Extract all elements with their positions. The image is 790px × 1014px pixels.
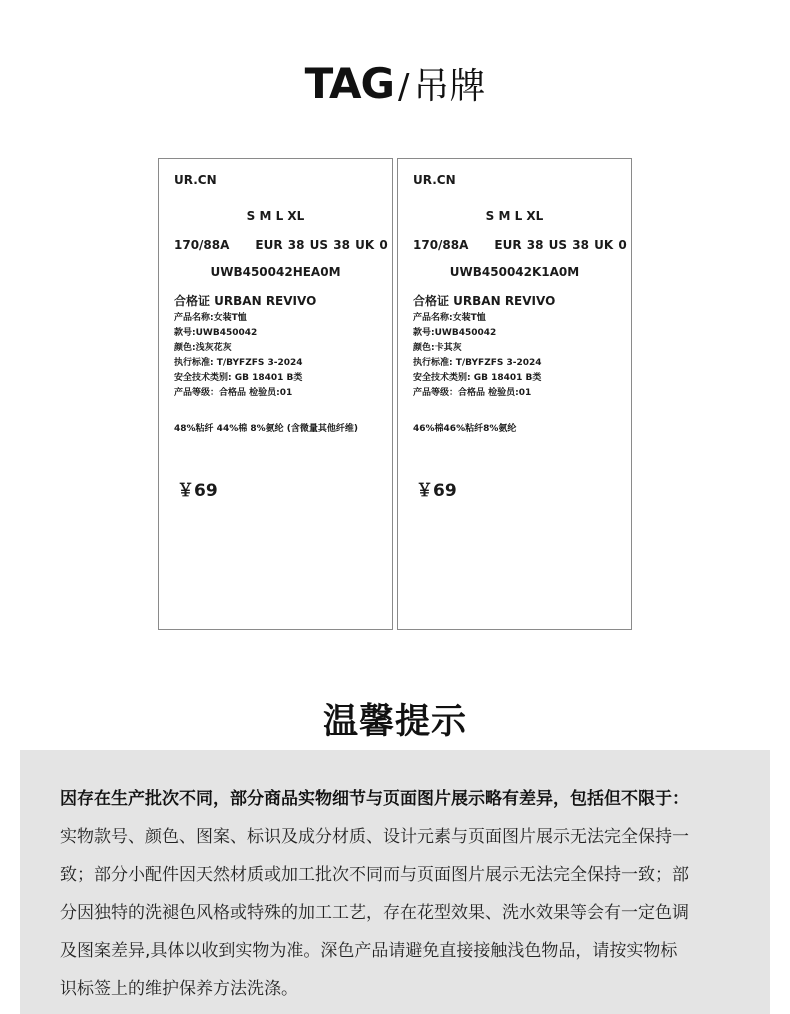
tag-grade: 产品等级：合格品 检验员:01 xyxy=(413,388,532,398)
notice-line: 识标签上的维护保养方法洗涤。 xyxy=(60,979,298,999)
tag-price: ￥69 xyxy=(416,481,457,501)
tag-grade: 产品等级：合格品 检验员:01 xyxy=(174,388,293,398)
notice-title: 温馨提示 xyxy=(322,702,467,742)
tag-brand: UR.CN xyxy=(174,173,217,187)
tag-material: 48%粘纤 44%棉 8%氨纶 (含微量其他纤维) xyxy=(174,424,358,434)
tag-title-cn: 吊牌 xyxy=(413,66,486,107)
hang-tag-card-2 xyxy=(397,158,632,630)
tag-spec xyxy=(413,238,627,252)
tag-price: ￥69 xyxy=(177,481,218,501)
tag-spec-height: 170/88A xyxy=(174,238,230,252)
tag-spec-height: 170/88A xyxy=(413,238,469,252)
notice-line: 及图案差异,具体以收到实物为准。深色产品请避免直接接触浅色物品，请按实物标 xyxy=(60,941,678,961)
tag-standard: 执行标准: T/BYFZFS 3-2024 xyxy=(413,358,542,368)
notice-lead: 因存在生产批次不同，部分商品实物细节与页面图片展示略有差异，包括但不限于： xyxy=(60,789,689,809)
tag-sizes: S M L XL xyxy=(485,209,544,223)
tag-style-number: 款号:UWB450042 xyxy=(413,328,497,338)
tag-safety-category: 安全技术类别: GB 18401 B类 xyxy=(174,373,303,383)
tag-safety-category: 安全技术类别: GB 18401 B类 xyxy=(413,373,542,383)
tag-standard: 执行标准: T/BYFZFS 3-2024 xyxy=(174,358,303,368)
tag-certificate: 合格证 URBAN REVIVO xyxy=(174,294,317,308)
tag-material: 46%棉46%粘纤8%氨纶 xyxy=(413,424,517,434)
notice-line: 致；部分小配件因天然材质或加工批次不同而与页面图片展示无法完全保持一致；部 xyxy=(60,865,689,885)
title-slash: / xyxy=(397,67,410,107)
tag-section-title xyxy=(0,58,790,109)
tag-title-en: TAG xyxy=(304,59,394,108)
tag-style-number: 款号:UWB450042 xyxy=(174,328,258,338)
tag-brand: UR.CN xyxy=(413,173,456,187)
tag-color: 颜色:卡其灰 xyxy=(413,343,462,353)
tag-product-code: UWB450042HEA0M xyxy=(210,265,341,279)
tag-product-name: 产品名称:女装T恤 xyxy=(413,313,486,323)
tag-certificate: 合格证 URBAN REVIVO xyxy=(413,294,556,308)
notice-line: 分因独特的洗褪色风格或特殊的加工工艺，存在花型效果、洗水效果等会有一定色调 xyxy=(60,903,689,923)
tag-spec xyxy=(174,238,388,252)
tag-product-code: UWB450042K1A0M xyxy=(449,265,580,279)
tag-sizes: S M L XL xyxy=(246,209,305,223)
tag-spec-international: EUR 38 US 38 UK 0 xyxy=(494,238,627,252)
tag-color: 颜色:浅灰花灰 xyxy=(174,343,232,353)
tag-spec-international: EUR 38 US 38 UK 0 xyxy=(255,238,388,252)
tag-product-name: 产品名称:女装T恤 xyxy=(174,313,247,323)
notice-line: 实物款号、颜色、图案、标识及成分材质、设计元素与页面图片展示无法完全保持一 xyxy=(60,827,689,847)
notice-box xyxy=(20,750,770,1014)
hang-tag-card-1 xyxy=(158,158,393,630)
